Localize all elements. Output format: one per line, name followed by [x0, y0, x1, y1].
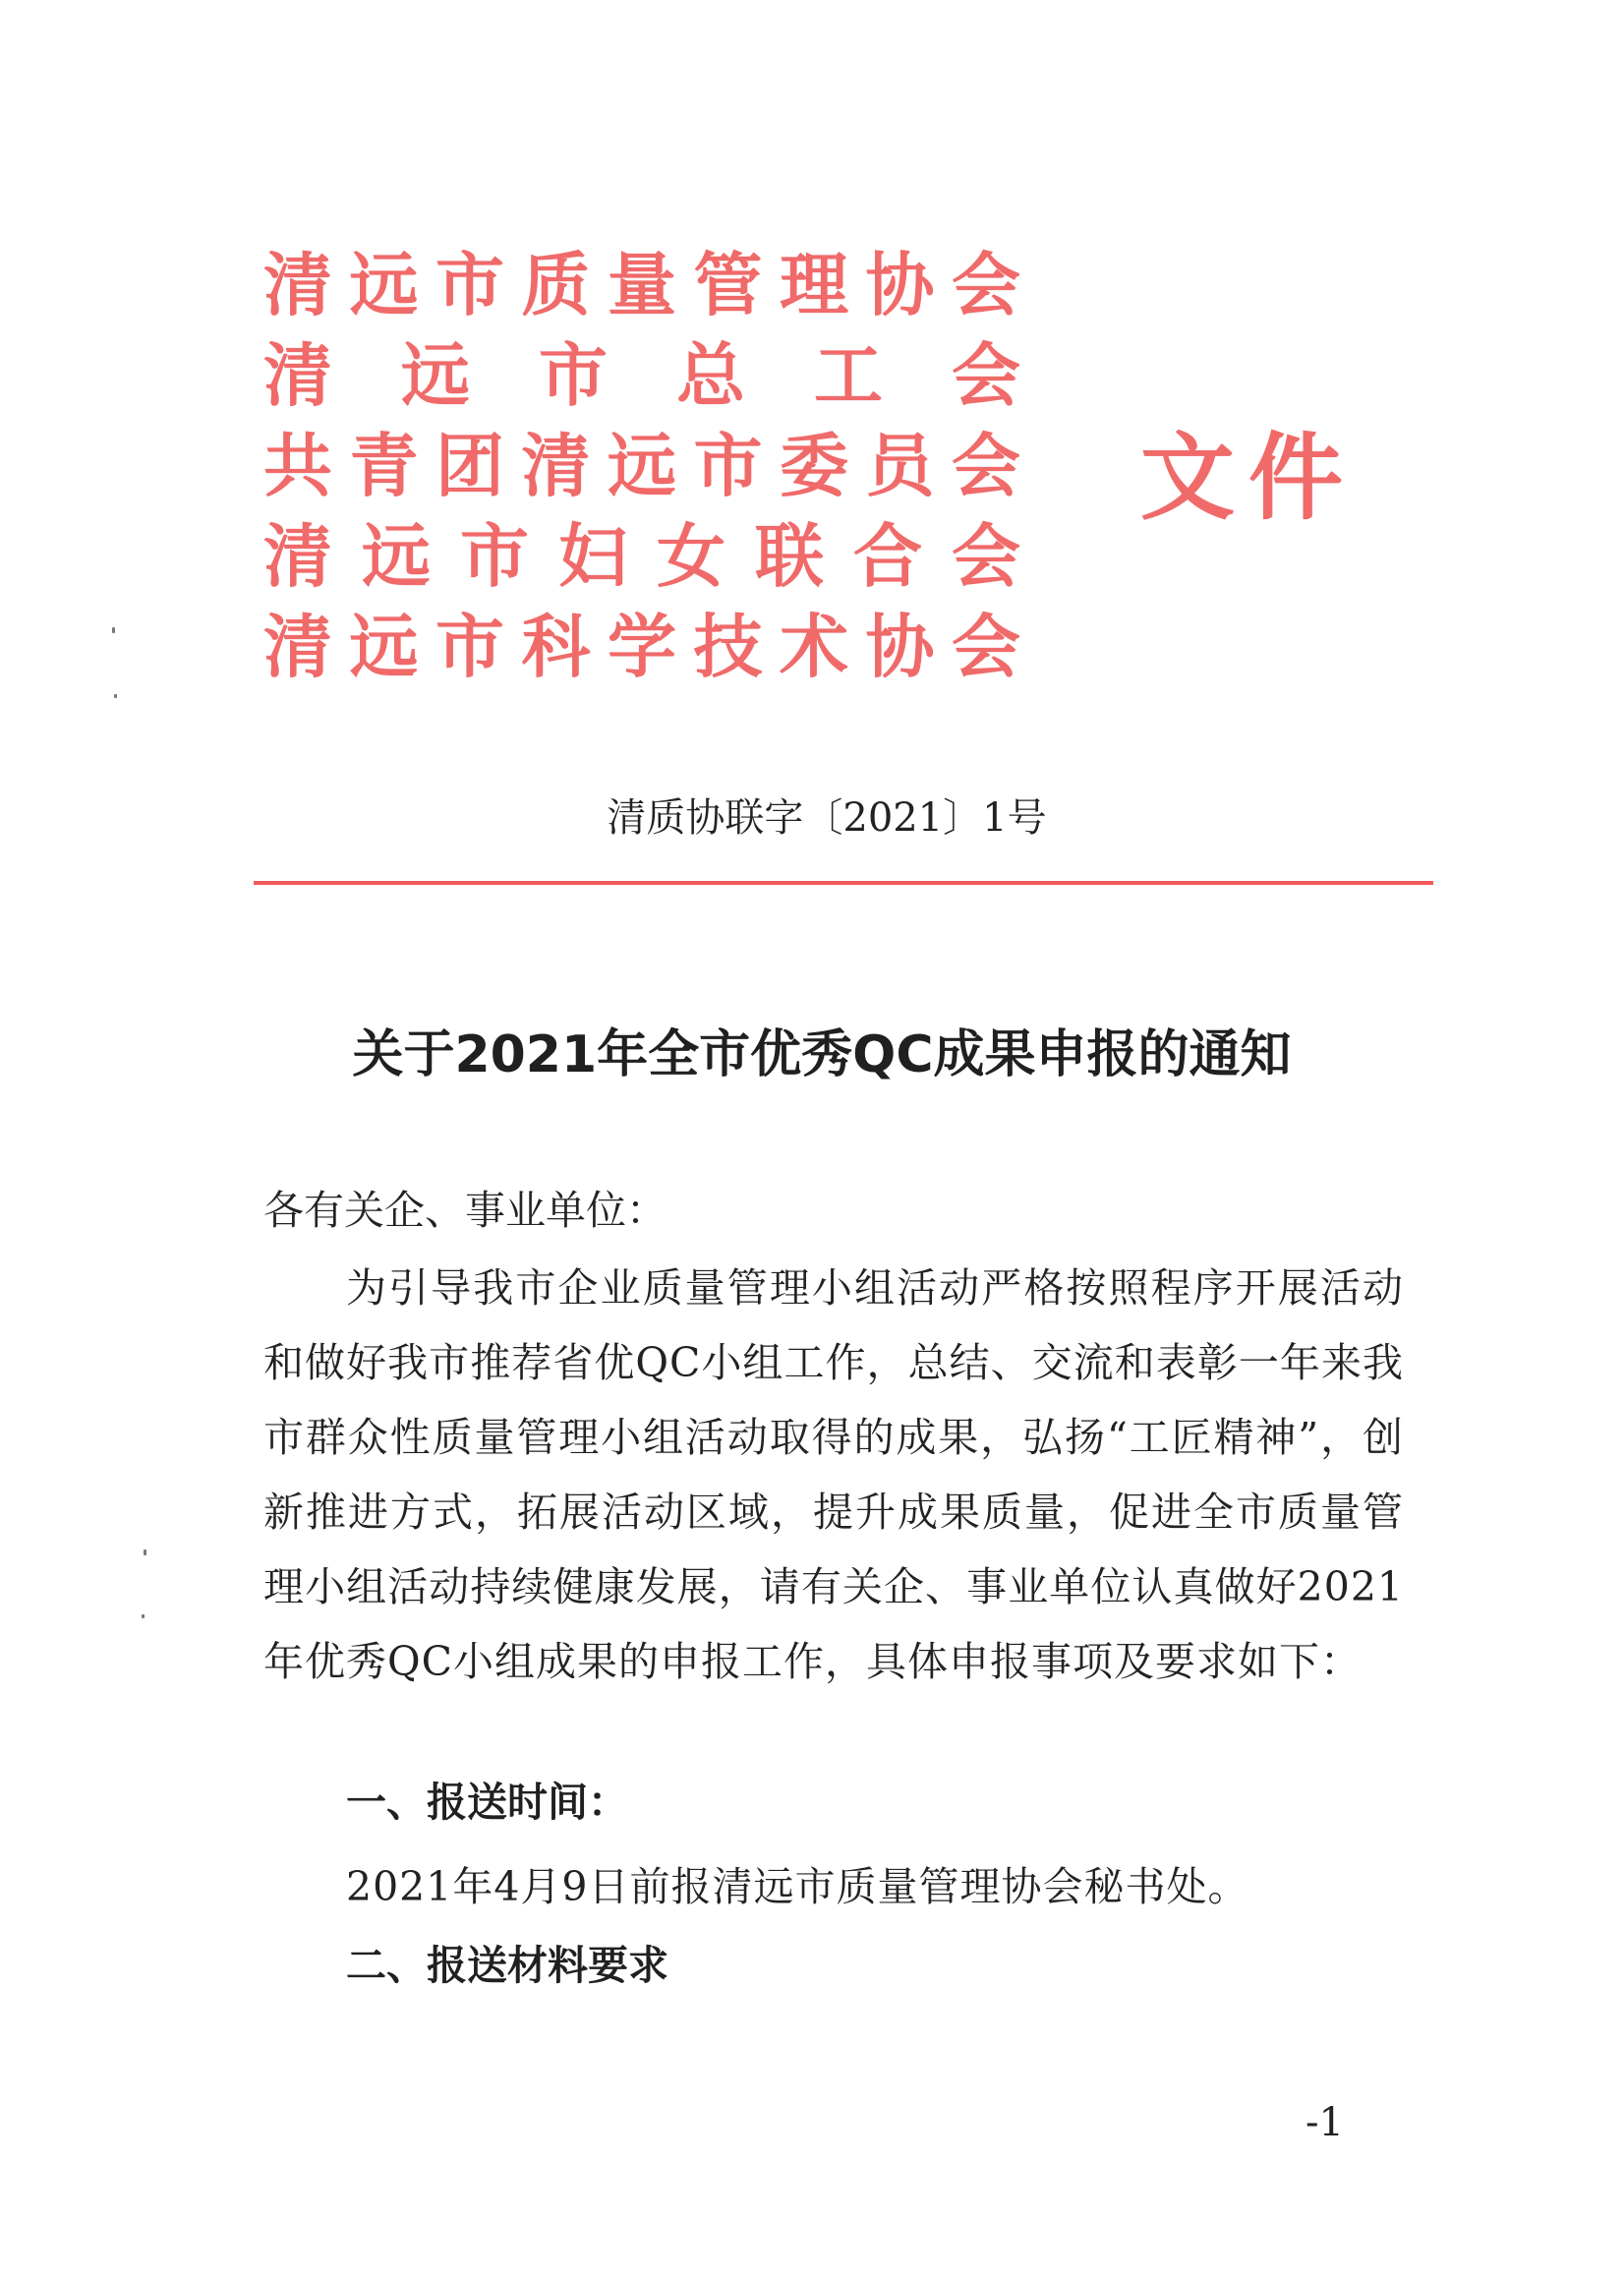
document-number: 清质协联字〔2021〕1号 [607, 795, 1047, 841]
scan-speck [114, 694, 117, 698]
red-divider-line [254, 881, 1433, 885]
scan-speck [112, 627, 115, 633]
intro-paragraph: 为引导我市企业质量管理小组活动严格按照程序开展活动和做好我市推荐省优QC小组工作，总结、交流和表彰一年来我市群众性质量管理小组活动取得的成果，弘扬“工匠精神”，创新推进方式，拓展活动区域，提升成果质量，促进全市质量管理小组活动持续健康发展，请有关企、事业单位认真做好2021年优秀QC小组成果的申报工作，具体申报事项及要求如下： [263, 1264, 1404, 1685]
organization-name: 清 远 市 质 量 管 理 协 会 [263, 244, 1020, 325]
section-heading-submission-time: 一、报送时间： [346, 1779, 628, 1826]
document-title: 关于2021年全市优秀QC成果申报的通知 [352, 1025, 1292, 1084]
organization-name: 共 青 团 清 远 市 委 员 会 [263, 425, 1020, 506]
page-number: -1 [1305, 2100, 1344, 2145]
organization-name: 清 远 市 总 工 会 [263, 334, 1020, 416]
organization-name: 清 远 市 妇 女 联 合 会 [263, 515, 1020, 597]
organization-name: 清 远 市 科 学 技 术 协 会 [263, 606, 1020, 687]
section-heading-materials: 二、报送材料要求 [346, 1942, 668, 1989]
issuing-organizations [263, 234, 1020, 686]
document-type-label: 文件 [1140, 423, 1357, 533]
submission-deadline-text: 2021年4月9日前报清远市质量管理协会秘书处。 [346, 1863, 1249, 1910]
scan-speck [144, 1549, 146, 1555]
salutation: 各有关企、事业单位： [263, 1187, 667, 1234]
scan-speck [142, 1614, 145, 1618]
